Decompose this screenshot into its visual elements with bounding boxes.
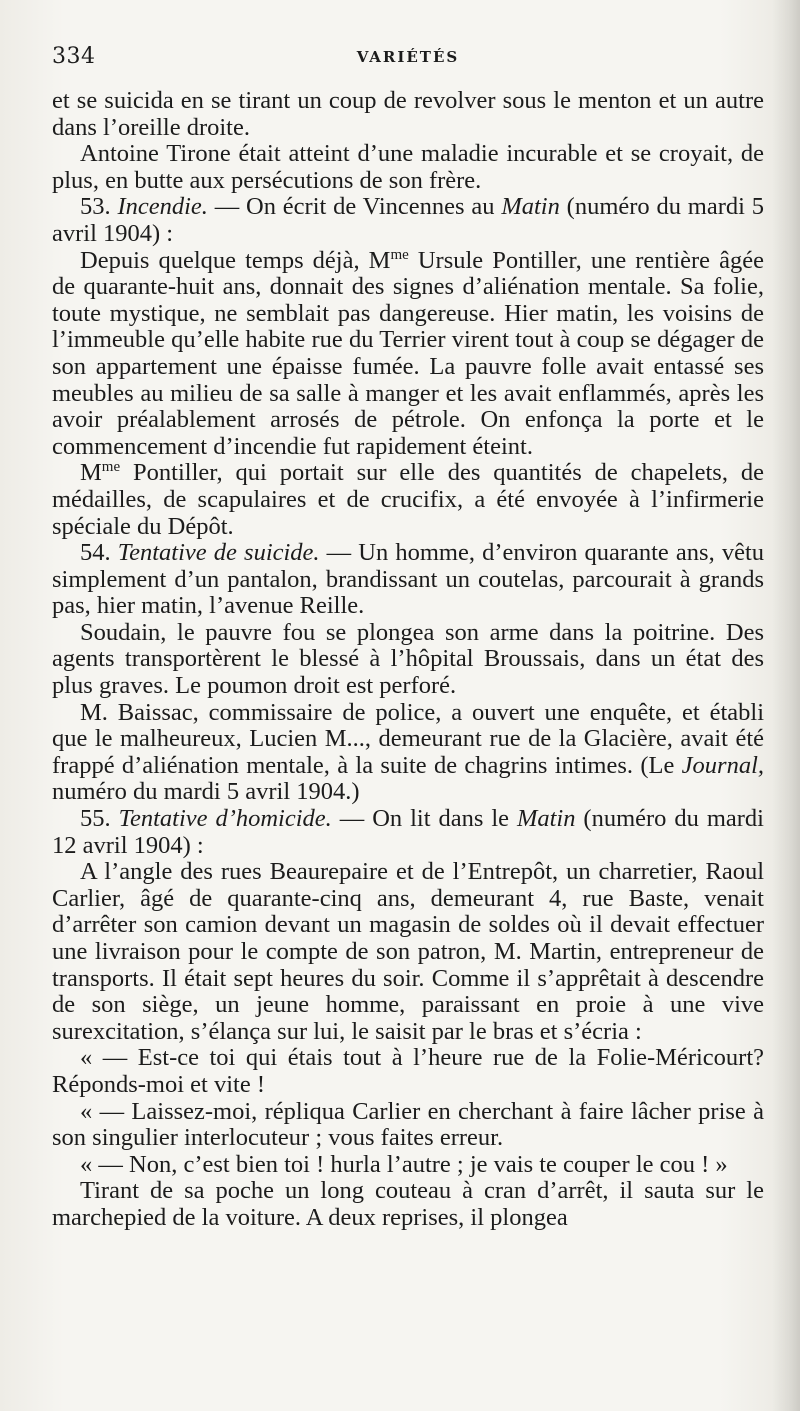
paragraph — [52, 859, 764, 1045]
section-54 — [52, 540, 764, 620]
paragraph-text: (numéro du mardi 12 avril 1904) : — [52, 805, 764, 859]
paragraph-text: numéro du mardi 5 avril 1904.) — [52, 778, 360, 806]
paragraph-lead: M — [80, 459, 102, 487]
section-title: Incendie. — [117, 193, 208, 221]
section-number: 55. — [80, 805, 111, 833]
paragraph-lead: Depuis quelque temps déjà, M — [80, 246, 391, 274]
section-53 — [52, 194, 764, 247]
section-number: 54. — [80, 539, 111, 567]
section-55 — [52, 806, 764, 859]
paragraph-text: — On lit dans le — [331, 805, 517, 833]
paragraph — [52, 141, 764, 194]
paragraph — [52, 700, 764, 806]
paragraph-text: « — Laissez-moi, répliqua Carlier en cherchant à faire lâcher prise à son singulier interlocuteur ; vous faites erreur. — [52, 1097, 764, 1152]
paragraph-text: Tirant de sa poche un long couteau à cran d’arrêt, il sauta sur le marchepied de la voiture. A deux reprises, il plongea — [52, 1177, 764, 1231]
body-text — [52, 88, 764, 1232]
section-title: Tentative d’homicide. — [118, 805, 332, 833]
dialogue-line — [52, 1099, 764, 1152]
paragraph — [52, 248, 764, 461]
paragraph-text: M. Baissac, commissaire de police, a ouvert une enquête, et établi que le malheureux, Lucien M..., demeurant rue de la Glacière, avait été frappé d’aliénation mentale, à la suite de chagrins intimes. (Le — [52, 698, 764, 779]
paragraph-text: Pontiller, qui portait sur elle des quantités de chapelets, de médailles, de scapulaires et de crucifix, a été envoyée à l’infirmerie spéciale du Dépôt. — [52, 459, 764, 540]
paragraph-text: « — Non, c’est bien toi ! hurla l’autre ; je vais te couper le cou ! » — [80, 1150, 728, 1178]
paragraph-text: Soudain, le pauvre fou se plongea son arme dans la poitrine. Des agents transportèrent le blessé à l’hôpital Broussais, dans un état des plus graves. Le poumon droit est perforé. — [52, 618, 764, 700]
paragraph — [52, 1178, 764, 1231]
paragraph-text: et se suicida en se tirant un coup de revolver sous le menton et un autre dans l’oreille droite. — [52, 87, 764, 141]
running-title: VARIÉTÉS — [356, 48, 460, 66]
paragraph — [52, 620, 764, 700]
dialogue-line — [52, 1045, 764, 1098]
paragraph-text: (numéro du mardi 5 avril 1904) : — [52, 193, 764, 247]
source-name: Matin — [501, 193, 560, 221]
paragraph-text: Ursule Pontiller, une rentière âgée de quarante-huit ans, donnait des signes d’aliénation mentale. Sa folie, toute mystique, ne semblait pas dangereuse. Hier matin, les voisins de l’immeuble qu’elle habite rue du Terrier virent tout à coup se dégager de son appartement une épaisse fumée. La pauvre folle avait entassé ses meubles au milieu de sa salle à manger et les avait enflammés, après les avoir préalablement arrosés de pétrole. On enfonça la porte et le commencement d’incendie fut rapidement éteint. — [52, 246, 764, 460]
running-head — [52, 44, 764, 74]
paragraph-text: A l’angle des rues Beaurepaire et de l’Entrepôt, un charretier, Raoul Carlier, âgé de quarante-cinq ans, demeurant 4, rue Baste, venait d’arrêter son camion devant un magasin de soldes où il devait effectuer une livraison pour le compte de son patron, M. Martin, entrepreneur de transports. Il était sept heures du soir. Comme il s’apprêtait à descendre de son siège, un jeune homme, paraissant en proie à une vive surexcitation, s’élança sur lui, le saisit par le bras et s’écria : — [52, 858, 764, 1045]
dialogue-line — [52, 1152, 764, 1179]
page-number: 334 — [52, 44, 96, 69]
spine-shadow — [772, 0, 800, 1411]
section-title: Tentative de suicide. — [117, 539, 320, 567]
paragraph — [52, 460, 764, 540]
paragraph-text: — Un homme, d’environ quarante ans, vêtu simplement d’un pantalon, brandissant un coutelas, parcourait à grands pas, hier matin, l’avenue Reille. — [52, 539, 765, 620]
paragraph-text: — On écrit de Vincennes au — [207, 193, 502, 221]
section-number: 53. — [80, 193, 111, 221]
source-name: Journal, — [681, 751, 764, 779]
source-name: Matin — [516, 805, 576, 833]
superscript: me — [390, 246, 409, 263]
paragraph-text: Antoine Tirone était atteint d’une maladie incurable et se croyait, de plus, en butte aux persécutions de son frère. — [52, 140, 764, 194]
superscript: me — [101, 459, 121, 476]
paragraph — [52, 88, 764, 141]
paragraph-text: « — Est-ce toi qui étais tout à l’heure rue de la Folie-Méricourt? Réponds-moi et vite ! — [52, 1044, 764, 1098]
